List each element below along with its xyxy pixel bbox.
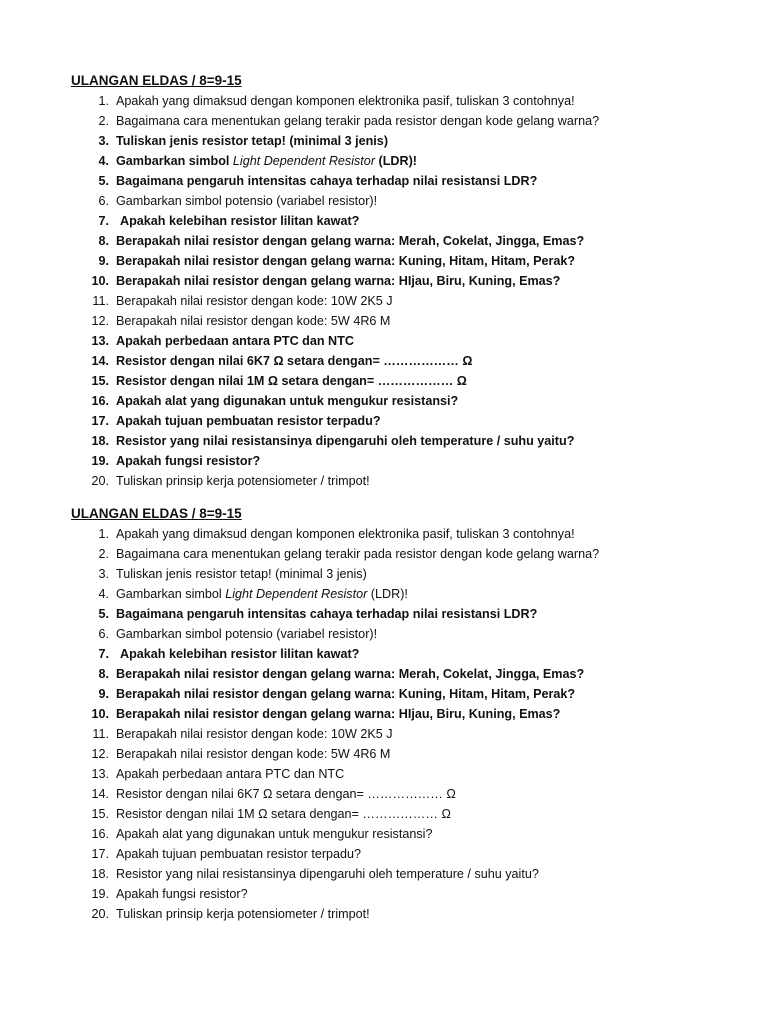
question-item (71, 784, 711, 804)
question-text: Apakah yang dimaksud dengan komponen elektronika pasif, tuliskan 3 contohnya! (116, 527, 575, 541)
question-text: Resistor yang nilai resistansinya dipengaruhi oleh temperature / suhu yaitu? (116, 434, 575, 448)
question-item (71, 451, 711, 471)
question-item (71, 904, 711, 924)
question-number: 19. (91, 887, 109, 901)
question-text: Berapakah nilai resistor dengan gelang warna: Merah, Cokelat, Jingga, Emas? (116, 234, 585, 248)
question-text: Berapakah nilai resistor dengan gelang warna: Kuning, Hitam, Hitam, Perak? (116, 687, 576, 701)
question-number: 14. (91, 354, 109, 368)
question-item (71, 411, 711, 431)
question-list (71, 91, 711, 491)
question-text: Tuliskan jenis resistor tetap! (minimal 3 jenis) (116, 567, 367, 581)
question-number: 12. (91, 747, 109, 761)
question-text: Tuliskan prinsip kerja potensiometer / trimpot! (116, 907, 370, 921)
question-text: Gambarkan simbol potensio (variabel resistor)! (116, 194, 378, 208)
quiz-section-2 (71, 505, 711, 924)
question-number: 7. (98, 214, 109, 228)
question-item (71, 744, 711, 764)
question-item (71, 211, 711, 231)
question-text: Apakah tujuan pembuatan resistor terpadu? (116, 414, 381, 428)
question-item (71, 624, 711, 644)
question-text: Bagaimana cara menentukan gelang terakir pada resistor dengan kode gelang warna? (116, 114, 600, 128)
question-number: 10. (91, 274, 109, 288)
question-item (71, 111, 711, 131)
question-text: Apakah alat yang digunakan untuk mengukur resistansi? (116, 394, 459, 408)
question-text: Berapakah nilai resistor dengan gelang warna: Kuning, Hitam, Hitam, Perak? (116, 254, 576, 268)
question-item (71, 684, 711, 704)
question-text: Resistor dengan nilai 1M Ω setara dengan= ……………… Ω (116, 807, 451, 821)
question-number: 15. (91, 374, 109, 388)
question-number: 9. (98, 687, 109, 701)
question-number: 18. (91, 434, 109, 448)
question-item (71, 271, 711, 291)
question-text: Apakah fungsi resistor? (116, 454, 261, 468)
question-text: Apakah fungsi resistor? (116, 887, 248, 901)
question-item (71, 471, 711, 491)
question-text: Berapakah nilai resistor dengan kode: 5W 4R6 M (116, 747, 391, 761)
question-number: 2. (98, 114, 109, 128)
question-item (71, 764, 711, 784)
question-item (71, 604, 711, 624)
question-number: 20. (91, 474, 109, 488)
question-text: Resistor dengan nilai 1M Ω setara dengan= ……………… Ω (116, 374, 467, 388)
question-text: Berapakah nilai resistor dengan gelang warna: HIjau, Biru, Kuning, Emas? (116, 274, 561, 288)
question-item (71, 664, 711, 684)
question-number: 5. (98, 607, 109, 621)
question-text: Berapakah nilai resistor dengan kode: 5W 4R6 M (116, 314, 391, 328)
question-number: 15. (91, 807, 109, 821)
question-text: Bagaimana cara menentukan gelang terakir pada resistor dengan kode gelang warna? (116, 547, 600, 561)
question-number: 18. (91, 867, 109, 881)
question-number: 8. (98, 667, 109, 681)
section-title: ULANGAN ELDAS / 8=9-15 (71, 73, 242, 88)
question-number: 16. (91, 827, 109, 841)
question-item (71, 371, 711, 391)
question-item (71, 131, 711, 151)
question-text-post: (LDR)! (367, 587, 408, 601)
question-number: 14. (91, 787, 109, 801)
question-number: 13. (91, 767, 109, 781)
question-text: Apakah kelebihan resistor lilitan kawat? (120, 647, 360, 661)
question-number: 20. (91, 907, 109, 921)
question-number: 1. (98, 527, 109, 541)
question-item (71, 91, 711, 111)
question-text: Resistor dengan nilai 6K7 Ω setara dengan= ……………… Ω (116, 354, 473, 368)
question-item (71, 584, 711, 604)
question-number: 4. (98, 154, 109, 168)
question-item (71, 231, 711, 251)
question-text (116, 584, 408, 604)
question-text-pre: Gambarkan simbol (116, 587, 226, 601)
question-text-pre: Gambarkan simbol (116, 154, 233, 168)
question-item (71, 564, 711, 584)
question-item (71, 864, 711, 884)
question-text: Berapakah nilai resistor dengan gelang warna: HIjau, Biru, Kuning, Emas? (116, 707, 561, 721)
question-number: 13. (91, 334, 109, 348)
question-number: 6. (98, 627, 109, 641)
question-item (71, 704, 711, 724)
question-text: Apakah alat yang digunakan untuk mengukur resistansi? (116, 827, 433, 841)
question-number: 17. (91, 847, 109, 861)
section-title: ULANGAN ELDAS / 8=9-15 (71, 506, 242, 521)
question-text-italic: Light Dependent Resistor (225, 587, 368, 601)
question-number: 12. (91, 314, 109, 328)
question-number: 19. (91, 454, 109, 468)
question-number: 7. (98, 647, 109, 661)
question-text: Tuliskan jenis resistor tetap! (minimal 3 jenis) (116, 134, 389, 148)
question-item (71, 724, 711, 744)
question-text: Apakah perbedaan antara PTC dan NTC (116, 767, 345, 781)
question-item (71, 351, 711, 371)
question-text: Tuliskan prinsip kerja potensiometer / trimpot! (116, 474, 370, 488)
question-text (116, 151, 417, 171)
question-item (71, 844, 711, 864)
question-item (71, 804, 711, 824)
question-number: 4. (98, 587, 109, 601)
question-text-post: (LDR)! (375, 154, 417, 168)
question-text: Berapakah nilai resistor dengan kode: 10W 2K5 J (116, 294, 393, 308)
question-number: 3. (98, 567, 109, 581)
question-text: Resistor dengan nilai 6K7 Ω setara dengan= ……………… Ω (116, 787, 456, 801)
question-item (71, 544, 711, 564)
question-text: Apakah yang dimaksud dengan komponen elektronika pasif, tuliskan 3 contohnya! (116, 94, 575, 108)
question-item (71, 291, 711, 311)
question-number: 1. (98, 94, 109, 108)
question-number: 17. (91, 414, 109, 428)
question-item (71, 524, 711, 544)
question-text: Apakah perbedaan antara PTC dan NTC (116, 334, 354, 348)
question-text: Berapakah nilai resistor dengan gelang warna: Merah, Cokelat, Jingga, Emas? (116, 667, 585, 681)
question-item (71, 431, 711, 451)
question-number: 11. (92, 727, 109, 741)
question-text-italic: Light Dependent Resistor (232, 154, 376, 168)
question-item (71, 331, 711, 351)
question-number: 10. (91, 707, 109, 721)
question-text: Apakah tujuan pembuatan resistor terpadu? (116, 847, 362, 861)
question-number: 5. (98, 174, 109, 188)
question-text: Resistor yang nilai resistansinya dipengaruhi oleh temperature / suhu yaitu? (116, 867, 539, 881)
question-item (71, 884, 711, 904)
question-item (71, 251, 711, 271)
question-item (71, 311, 711, 331)
question-number: 11. (92, 294, 109, 308)
question-number: 8. (98, 234, 109, 248)
question-text: Gambarkan simbol potensio (variabel resistor)! (116, 627, 378, 641)
question-item (71, 644, 711, 664)
question-number: 9. (98, 254, 109, 268)
quiz-section-1 (71, 72, 711, 491)
question-item (71, 171, 711, 191)
question-number: 3. (98, 134, 109, 148)
question-item (71, 391, 711, 411)
question-text: Apakah kelebihan resistor lilitan kawat? (120, 214, 360, 228)
question-text: Berapakah nilai resistor dengan kode: 10W 2K5 J (116, 727, 393, 741)
question-number: 2. (98, 547, 109, 561)
question-text: Bagaimana pengaruh intensitas cahaya terhadap nilai resistansi LDR? (116, 174, 538, 188)
question-item (71, 824, 711, 844)
question-item (71, 191, 711, 211)
question-list (71, 524, 711, 924)
question-item (71, 151, 711, 171)
question-number: 16. (91, 394, 109, 408)
question-text: Bagaimana pengaruh intensitas cahaya terhadap nilai resistansi LDR? (116, 607, 538, 621)
question-number: 6. (98, 194, 109, 208)
